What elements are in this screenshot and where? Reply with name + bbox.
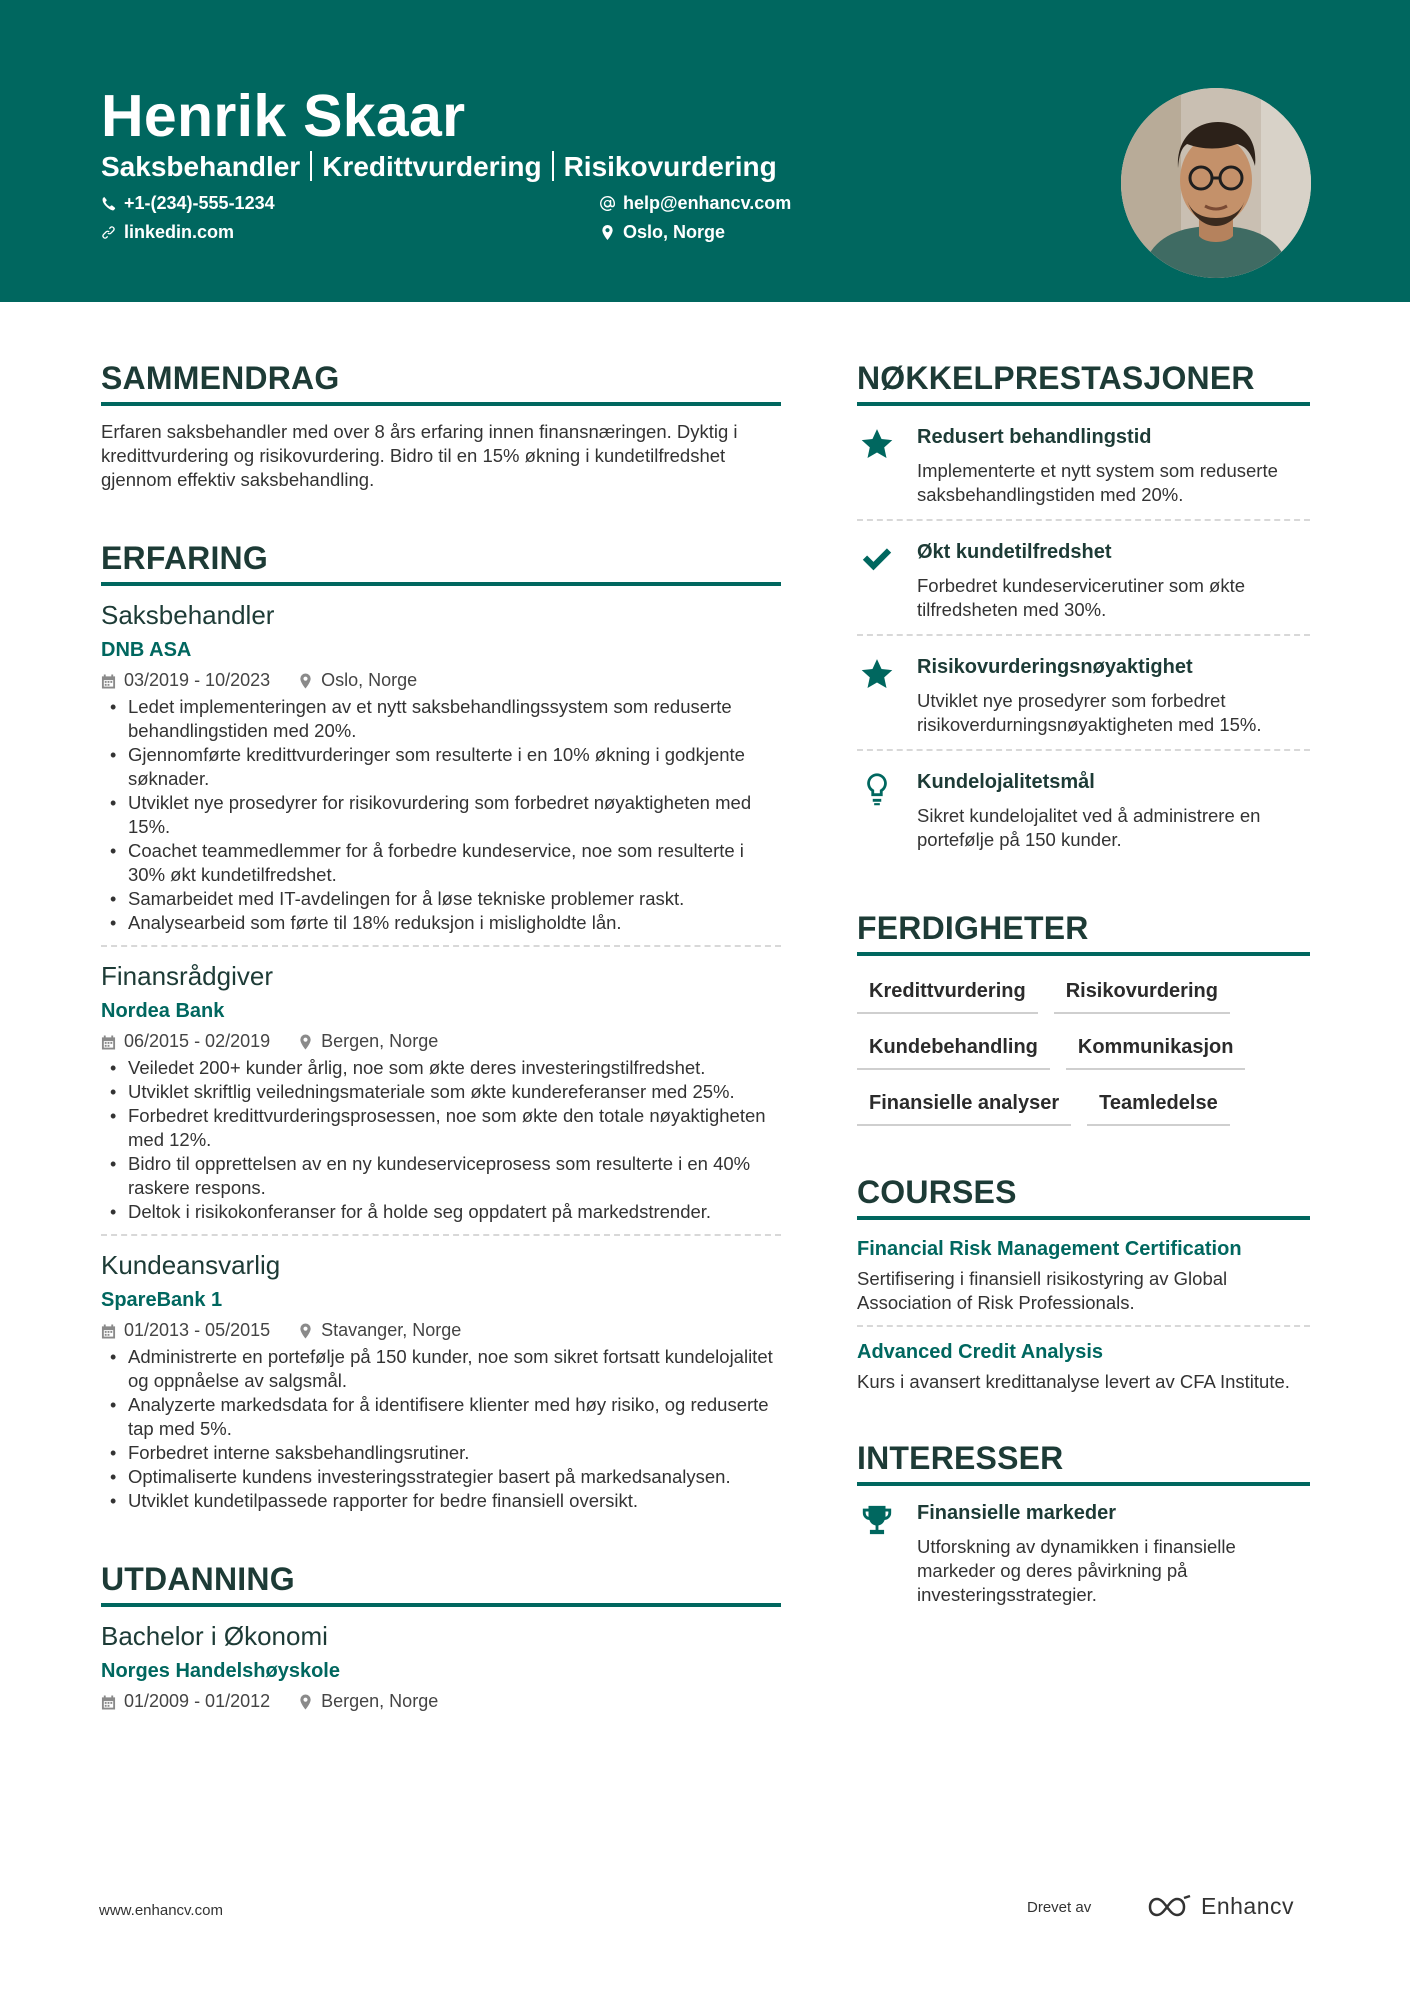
link-icon	[101, 225, 116, 240]
headline	[101, 151, 777, 183]
job-title: Finansrådgiver	[101, 961, 273, 991]
interest-desc: Utforskning av dynamikken i finansielle markeder og deres påvirkning på investeringsstrategier.	[917, 1536, 1236, 1605]
footer-powered-by: Drevet av	[1027, 1899, 1092, 1916]
contact-email[interactable]	[600, 193, 791, 214]
skill-tag: Risikovurdering	[1054, 970, 1230, 1014]
contact-linkedin-text: linkedin.com	[124, 222, 235, 242]
headline-separator	[310, 151, 312, 181]
education-location: Bergen, Norge	[321, 1691, 439, 1711]
bullet-item: • Utviklet kundetilpassede rapporter for bedre finansiell oversikt.	[101, 1489, 781, 1513]
star-icon	[860, 427, 894, 461]
calendar-icon	[101, 1034, 116, 1050]
bullet-item: • Optimaliserte kundens investeringsstrategier basert på markedsanalysen.	[101, 1465, 781, 1489]
contact-email-text: help@enhancv.com	[623, 193, 792, 213]
calendar-icon	[101, 1323, 116, 1339]
achievement-desc: Implementerte et nytt system som reduserte saksbehandlingstiden med 20%.	[917, 460, 1278, 505]
divider	[857, 1325, 1310, 1327]
bullet-item: • Analyzerte markedsdata for å identifisere klienter med høy risiko, og reduserte tap med 5%.	[101, 1393, 781, 1441]
calendar-icon	[101, 673, 116, 689]
job-bullets	[101, 695, 781, 935]
bullet-item: • Ledet implementeringen av et nytt saksbehandlingssystem som reduserte behandlingstiden med 20%.	[101, 695, 781, 743]
achievement-desc: Utviklet nye prosedyrer som forbedret risikoverdurningsnøyaktigheten med 15%.	[917, 690, 1262, 735]
section-title-interests: INTERESSER	[857, 1440, 1310, 1486]
star-icon	[860, 657, 894, 691]
job-title: Saksbehandler	[101, 600, 275, 630]
bullet-item: • Samarbeidet med IT-avdelingen for å løse tekniske problemer raskt.	[101, 887, 781, 911]
achievement-desc: Sikret kundelojalitet ved å administrere en portefølje på 150 kunder.	[917, 805, 1261, 850]
job-dates: 06/2015 - 02/2019	[124, 1031, 271, 1051]
course-title: Advanced Credit Analysis	[857, 1341, 1104, 1363]
contact-location-text: Oslo, Norge	[623, 222, 726, 242]
right-column	[857, 360, 1310, 1619]
contact-linkedin[interactable]	[101, 222, 234, 243]
achievement-title: Kundelojalitetsmål	[917, 771, 1095, 793]
calendar-icon	[101, 1694, 116, 1710]
achievement-title: Redusert behandlingstid	[917, 426, 1152, 448]
skill-tag: Teamledelse	[1087, 1082, 1230, 1126]
enhancv-logo-icon	[1147, 1894, 1193, 1920]
bullet-item: • Administrerte en portefølje på 150 kunder, noe som sikret fortsatt kundelojalitet og oppnåelse av salgsmål.	[101, 1345, 781, 1393]
at-icon	[600, 196, 615, 211]
divider	[101, 945, 781, 947]
bullet-item: • Forbedret kredittvurderingsprosessen, noe som økte den totale nøyaktigheten med 12%.	[101, 1104, 781, 1152]
job-bullets	[101, 1345, 781, 1513]
bullet-item: • Gjennomførte kredittvurderinger som resulterte i en 10% økning i godkjente søknader.	[101, 743, 781, 791]
lightbulb-icon	[860, 772, 894, 806]
checkmark-icon	[860, 542, 894, 576]
achievement-item	[857, 636, 1310, 749]
location-pin-icon	[298, 1323, 313, 1339]
location-pin-icon	[298, 1694, 313, 1710]
job-meta	[101, 1031, 781, 1052]
job-dates: 03/2019 - 10/2023	[124, 670, 271, 690]
phone-icon	[101, 196, 116, 211]
skill-tag: Finansielle analyser	[857, 1082, 1071, 1126]
job-location: Bergen, Norge	[321, 1031, 439, 1051]
education-meta	[101, 1691, 781, 1712]
headline-separator	[552, 151, 554, 181]
job-dates: 01/2013 - 05/2015	[124, 1320, 271, 1340]
skill-tag: Kredittvurdering	[857, 970, 1038, 1014]
bullet-item: • Bidro til opprettelsen av en ny kundeserviceprosess som resulterte i en 40% raskere respons.	[101, 1152, 781, 1200]
course-desc: Kurs i avansert kredittanalyse levert av CFA Institute.	[857, 1371, 1290, 1392]
courses-section	[857, 1174, 1310, 1394]
trophy-icon	[860, 1503, 894, 1537]
section-title-education: UTDANNING	[101, 1561, 781, 1607]
job-entry	[101, 1250, 781, 1513]
headline-skill-1: Kredittvurdering	[322, 151, 542, 182]
section-title-courses: COURSES	[857, 1174, 1310, 1220]
bullet-item: • Utviklet nye prosedyrer for risikovurdering som forbedret nøyaktigheten med 15%.	[101, 791, 781, 839]
enhancv-logo[interactable]	[1147, 1893, 1294, 1920]
education-dates: 01/2009 - 01/2012	[124, 1691, 271, 1711]
school-name: Norges Handelshøyskole	[101, 1660, 340, 1682]
achievement-item	[857, 751, 1310, 864]
job-location: Oslo, Norge	[321, 670, 418, 690]
contact-location	[600, 222, 725, 243]
profile-photo	[1121, 88, 1311, 278]
location-pin-icon	[298, 1034, 313, 1050]
interests-section	[857, 1440, 1310, 1619]
section-title-achievements: NØKKELPRESTASJONER	[857, 360, 1310, 406]
job-location: Stavanger, Norge	[321, 1320, 462, 1340]
contact-phone[interactable]	[101, 193, 275, 214]
interest-item	[857, 1486, 1310, 1619]
skill-tag: Kommunikasjon	[1066, 1026, 1246, 1070]
job-bullets	[101, 1056, 781, 1224]
bullet-item: • Coachet teammedlemmer for å forbedre kundeservice, noe som resulterte i 30% økt kundetilfredshet.	[101, 839, 781, 887]
summary-section	[101, 360, 781, 492]
bullet-item: • Analysearbeid som førte til 18% reduksjon i misligholdte lån.	[101, 911, 781, 935]
company-name: DNB ASA	[101, 639, 192, 661]
company-name: Nordea Bank	[101, 1000, 225, 1022]
skills-section	[857, 910, 1310, 1138]
course-desc: Sertifisering i finansiell risikostyring av Global Association of Risk Professionals.	[857, 1268, 1228, 1313]
job-meta	[101, 670, 781, 691]
achievements-section	[857, 360, 1310, 864]
summary-text: Erfaren saksbehandler med over 8 års erfaring innen finansnæringen. Dyktig i kredittvurdering og risikovurdering. Bidro til en 15% økning i kundetilfredshet gjennom effektiv saksbehandling.	[101, 421, 738, 490]
skills-list	[857, 970, 1310, 1138]
experience-section	[101, 540, 781, 1513]
bullet-item: • Deltok i risikokonferanser for å holde seg oppdatert på markedstrender.	[101, 1200, 781, 1224]
course-title: Financial Risk Management Certification	[857, 1238, 1242, 1260]
contact-phone-text: +1-(234)-555-1234	[124, 193, 275, 213]
bullet-item: • Veiledet 200+ kunder årlig, noe som økte deres investeringstilfredshet.	[101, 1056, 781, 1080]
skill-tag: Kundebehandling	[857, 1026, 1050, 1070]
achievement-title: Økt kundetilfredshet	[917, 541, 1112, 563]
divider	[101, 1234, 781, 1236]
enhancv-logo-text: Enhancv	[1201, 1893, 1295, 1919]
footer-website[interactable]: www.enhancv.com	[99, 1902, 223, 1919]
candidate-name: Henrik Skaar	[101, 83, 466, 149]
achievement-item	[857, 406, 1310, 519]
bullet-item: • Forbedret interne saksbehandlingsrutiner.	[101, 1441, 781, 1465]
achievement-title: Risikovurderingsnøyaktighet	[917, 656, 1193, 678]
headline-role: Saksbehandler	[101, 151, 301, 182]
job-entry	[101, 961, 781, 1236]
left-column	[101, 360, 781, 1712]
headline-skill-2: Risikovurdering	[563, 151, 777, 182]
job-title: Kundeansvarlig	[101, 1250, 281, 1280]
section-title-skills: FERDIGHETER	[857, 910, 1310, 956]
bullet-item: • Utviklet skriftlig veiledningsmateriale som økte kundereferanser med 25%.	[101, 1080, 781, 1104]
location-pin-icon	[298, 673, 313, 689]
section-title-summary: SAMMENDRAG	[101, 360, 781, 406]
achievement-item	[857, 521, 1310, 634]
interest-title: Finansielle markeder	[917, 1502, 1116, 1524]
education-section	[101, 1561, 781, 1712]
job-meta	[101, 1320, 781, 1341]
section-title-experience: ERFARING	[101, 540, 781, 586]
degree-title: Bachelor i Økonomi	[101, 1621, 328, 1651]
company-name: SpareBank 1	[101, 1289, 223, 1311]
job-entry	[101, 600, 781, 947]
achievement-desc: Forbedret kundeservicerutiner som økte tilfredsheten med 30%.	[917, 575, 1245, 620]
location-pin-icon	[600, 225, 615, 240]
resume-header	[0, 0, 1410, 302]
